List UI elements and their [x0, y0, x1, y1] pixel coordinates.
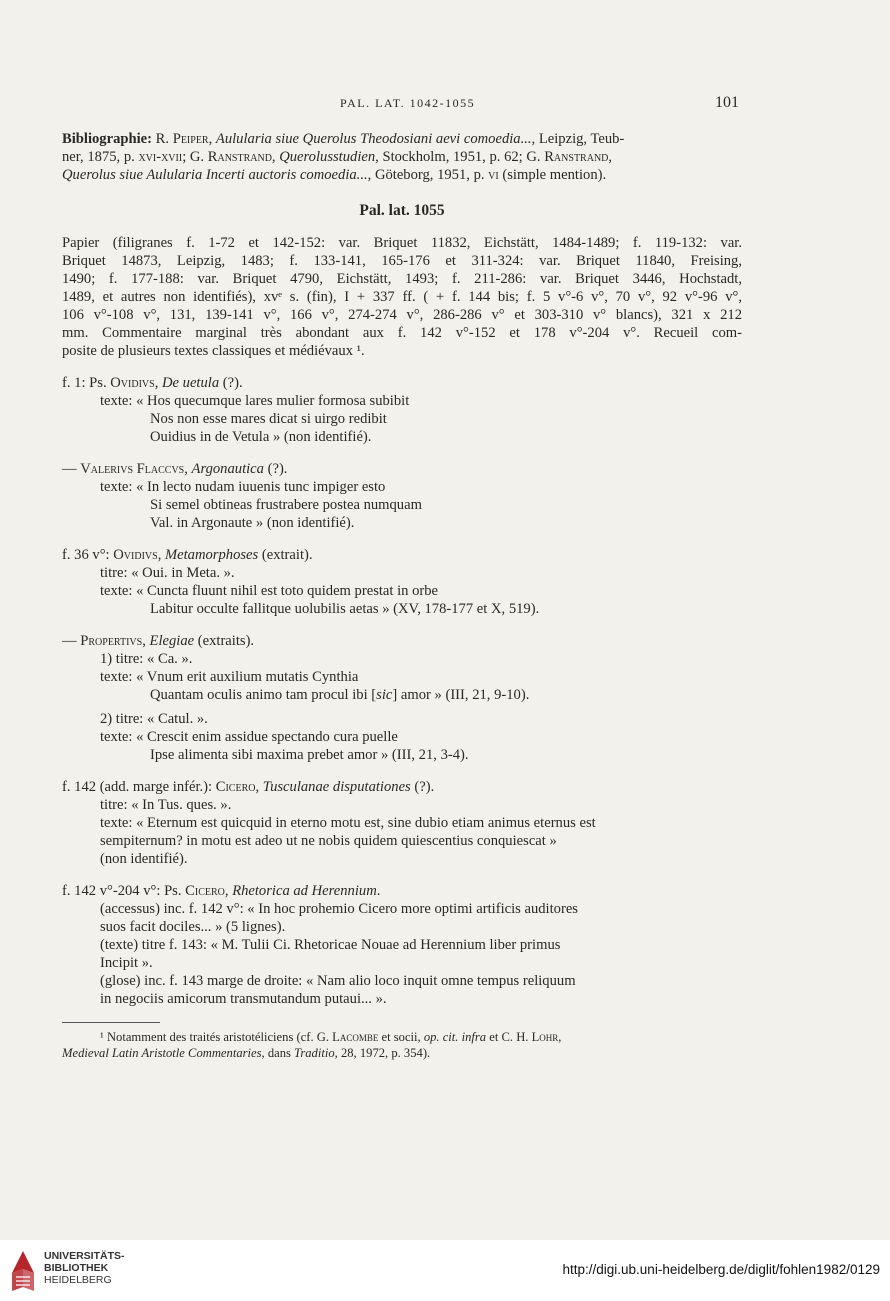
text-span: ] amor » (III, 21, 9-10). — [392, 687, 530, 703]
text-span: (?). — [263, 461, 288, 477]
entry-heading — [62, 546, 742, 564]
spacer — [62, 868, 742, 882]
text-span: , — [154, 375, 162, 391]
description-line: Briquet 14873, Leipzig, 1483; f. 133-141, 165-176 et 311-324: var. Briquet 11840, Freising, — [62, 253, 742, 269]
entry-line: suos facit dociles... » (5 lignes). — [100, 919, 286, 935]
text-span: Notamment des traités aristotéliciens (cf. G. — [106, 1030, 333, 1044]
library-name-line: BIBLIOTHEK — [44, 1262, 109, 1274]
text-span: — — [62, 461, 81, 477]
entry-line — [62, 392, 742, 410]
library-name-line: UNIVERSITÄTS- — [44, 1250, 125, 1262]
entry-line — [62, 668, 742, 686]
entry-cicero-tusculanae — [62, 778, 742, 868]
work-title: Tusculanae disputationes — [262, 779, 411, 795]
field-label: titre: — [100, 565, 132, 581]
field-label: texte: — [100, 393, 137, 409]
spacer — [62, 184, 742, 202]
author-name: Lohr — [531, 1030, 559, 1044]
text-span: , Leipzig, Teub- — [531, 131, 625, 147]
entry-line: sempiternum? in motu est adeo ut ne nobis quidem quiescentius conquiescat » — [100, 833, 557, 849]
page-body — [62, 130, 742, 1061]
bibliography-line-3 — [62, 166, 742, 184]
text-span: , — [142, 633, 150, 649]
entry-line: Val. in Argonaute » (non identifié). — [150, 515, 355, 531]
field-label: texte: — [100, 583, 137, 599]
spacer — [62, 618, 742, 632]
running-head — [0, 94, 890, 114]
author-name: Ranstrand — [544, 149, 609, 165]
text-span: op. cit. infra — [423, 1030, 487, 1044]
work-title: Rhetorica ad Herennium — [232, 883, 377, 899]
work-title: Elegiae — [149, 633, 195, 649]
author-name: Ovidivs — [110, 375, 155, 391]
author-name: Peiper — [172, 131, 209, 147]
text-span: ner, 1875, p. — [62, 149, 139, 165]
text-span: , — [558, 1030, 562, 1044]
footnote-line-2 — [62, 1045, 742, 1061]
library-name — [44, 1250, 125, 1286]
author-name: Cicero — [185, 883, 225, 899]
text-span: « Vnum erit auxilium mutatis Cynthia — [136, 669, 359, 685]
entry-line — [62, 814, 742, 832]
entry-heading — [62, 632, 742, 650]
work-title: Medieval Latin Aristotle Commentaries — [62, 1046, 262, 1060]
library-name-line: HEIDELBERG — [44, 1274, 112, 1286]
description-line: 1490; f. 177-188: var. Briquet 4790, Eichstätt, 1493; f. 211-286: var. Briquet 3446, Hochstadt, — [62, 271, 742, 287]
entry-valerius-flaccus — [62, 460, 742, 532]
manuscript-description — [62, 234, 742, 360]
entry-ovid-metamorphoses — [62, 546, 742, 618]
library-footer — [0, 1240, 890, 1301]
field-label: 1) titre: — [100, 651, 148, 667]
entry-line: Labitur occulte fallitque uolubilis aetas » (XV, 178-177 et X, 519). — [150, 601, 540, 617]
entry-line: Si semel obtineas frustrabere postea numquam — [150, 497, 422, 513]
text-span: ; G. — [182, 149, 208, 165]
text-span: — — [62, 633, 81, 649]
footnote-rule — [62, 1022, 160, 1023]
work-title: Querolusstudien — [279, 149, 376, 165]
author-name: Valerivs Flaccvs — [80, 461, 185, 477]
text-span: (extrait). — [258, 547, 313, 563]
entry-line — [62, 710, 742, 728]
field-label: titre: — [100, 797, 132, 813]
field-label: texte: — [100, 669, 137, 685]
author-name: Cicero — [215, 779, 256, 795]
bibliography-line-1 — [62, 130, 742, 148]
entry-line — [62, 582, 742, 600]
work-title: Aulularia siue Querolus Theodosiani aevi comoedia... — [215, 131, 532, 147]
text-span: « Cuncta fluunt nihil est toto quidem prestat in orbe — [136, 583, 439, 599]
text-span: (?). — [219, 375, 243, 391]
roman-pages: xvi-xvii — [138, 149, 183, 165]
text-span: et socii, — [378, 1030, 424, 1044]
description-line: Papier (filigranes f. 1-72 et 142-152: var. Briquet 11832, Eichstätt, 1484-1489; f. 119-132: var. — [62, 235, 742, 251]
bibliography-line-2 — [62, 148, 742, 166]
text-span: f. 36 v°: — [62, 547, 114, 563]
manuscript-heading: Pal. lat. 1055 — [359, 202, 445, 219]
text-span: , — [608, 149, 613, 165]
spacer — [62, 532, 742, 546]
spacer — [62, 764, 742, 778]
text-span: « Eternum est quicquid in eterno motu est, sine dubio etiam animus eternus est — [136, 815, 596, 831]
entry-line — [62, 728, 742, 746]
entry-line — [62, 650, 742, 668]
spacer — [62, 220, 742, 234]
text-span: , — [184, 461, 192, 477]
entry-line: Incipit ». — [100, 955, 153, 971]
text-span: f. 1: Ps. — [62, 375, 111, 391]
entry-ovid-de-uetula — [62, 374, 742, 446]
sic-mark: sic — [376, 687, 393, 703]
text-span: , — [255, 779, 263, 795]
entry-line: Ouidius in de Vetula » (non identifié). — [150, 429, 372, 445]
text-span: , Göteborg, 1951, p. — [367, 167, 489, 183]
field-label: texte: — [100, 815, 137, 831]
entry-line — [62, 478, 742, 496]
text-span: Quantam oculis animo tam procul ibi [ — [150, 687, 377, 703]
field-label: 2) titre: — [100, 711, 148, 727]
description-line: 1489, et autres non identifiés), xvᵉ s. (fin), I + 337 ff. ( + f. 144 bis; f. 5 v°-6 v°, 70 v°, 92 v°-96 v°, — [62, 289, 742, 305]
spacer — [62, 360, 742, 374]
text-span: « Ca. ». — [147, 651, 193, 667]
text-span: , dans — [261, 1046, 295, 1060]
text-span: « Crescit enim assidue spectando cura puelle — [136, 729, 398, 745]
author-name: Propertivs — [80, 633, 143, 649]
spacer — [62, 446, 742, 460]
entry-line: (glose) inc. f. 143 marge de droite: « Nam alio loco inquit omne tempus reliquum — [100, 973, 576, 989]
entry-line: Nos non esse mares dicat si uirgo redibit — [150, 411, 387, 427]
bibliography-label: Bibliographie: — [62, 131, 153, 147]
author-name: Ovidivs — [113, 547, 158, 563]
university-library-logo-icon[interactable] — [10, 1249, 36, 1293]
page-number: 101 — [715, 94, 739, 111]
entry-line: in negociis amicorum transmutandum putaui... ». — [100, 991, 387, 1007]
work-title: Argonautica — [191, 461, 264, 477]
text-span: (?). — [410, 779, 435, 795]
text-span: f. 142 (add. marge infér.): — [62, 779, 216, 795]
text-span: , Stockholm, 1951, p. 62; G. — [375, 149, 545, 165]
entry-line: (non identifié). — [100, 851, 188, 867]
text-span: « In Tus. ques. ». — [131, 797, 232, 813]
work-title: De uetula — [161, 375, 220, 391]
footnote-marker: ¹ — [100, 1030, 107, 1044]
entry-heading — [62, 778, 742, 796]
text-span: et C. H. — [486, 1030, 532, 1044]
text-span: , 28, 1972, p. 354). — [334, 1046, 431, 1060]
entry-line: Ipse alimenta sibi maxima prebet amor » (III, 21, 3-4). — [150, 747, 469, 763]
text-span: , — [224, 883, 233, 899]
description-line: 106 v°-108 v°, 131, 139-141 v°, 166 v°, 274-274 v°, 286-286 v° et 303-310 v° blancs), 321 x 212 — [62, 307, 742, 323]
text-span: R. — [155, 131, 173, 147]
field-label: texte: — [100, 729, 137, 745]
permalink-url[interactable]: http://digi.ub.uni-heidelberg.de/diglit/fohlen1982/0129 — [562, 1262, 880, 1277]
entry-heading — [62, 882, 742, 900]
text-span: « In lecto nudam iuuenis tunc impiger esto — [136, 479, 386, 495]
entry-line — [62, 686, 742, 704]
description-line: mm. Commentaire marginal très abondant aux f. 142 v°-152 et 178 v°-204 v°. Recueil com- — [62, 325, 742, 341]
text-span: « Hos quecumque lares mulier formosa subibit — [136, 393, 410, 409]
author-name: Ranstrand — [207, 149, 272, 165]
running-title: PAL. LAT. 1042-1055 — [340, 96, 476, 110]
entry-heading — [62, 374, 742, 392]
description-line: posite de plusieurs textes classiques et médiévaux ¹. — [62, 343, 365, 359]
text-span: « Oui. in Meta. ». — [131, 565, 235, 581]
text-span: « Catul. ». — [147, 711, 208, 727]
work-title: Querolus siue Aulularia Incerti auctoris comoedia... — [62, 167, 368, 183]
text-span: (simple mention). — [498, 167, 607, 183]
entry-line — [62, 796, 742, 814]
author-name: Lacombe — [332, 1030, 379, 1044]
text-span: , — [208, 131, 216, 147]
work-title: Metamorphoses — [164, 547, 259, 563]
entry-rhetorica-ad-herennium — [62, 882, 742, 1008]
entry-line: (texte) titre f. 143: « M. Tulii Ci. Rhetoricae Nouae ad Herennium liber primus — [100, 937, 561, 953]
entry-heading — [62, 460, 742, 478]
roman-pages: vi — [488, 167, 499, 183]
entry-line — [62, 564, 742, 582]
footnote-line-1 — [62, 1029, 742, 1045]
entry-propertius — [62, 632, 742, 764]
journal-title: Traditio — [294, 1046, 335, 1060]
text-span: , — [157, 547, 165, 563]
text-span: . — [376, 883, 381, 899]
text-span: f. 142 v°-204 v°: Ps. — [62, 883, 186, 899]
field-label: texte: — [100, 479, 137, 495]
text-span: , — [271, 149, 280, 165]
entry-line: (accessus) inc. f. 142 v°: « In hoc prohemio Cicero more optimi artificis auditores — [100, 901, 578, 917]
text-span: (extraits). — [194, 633, 255, 649]
